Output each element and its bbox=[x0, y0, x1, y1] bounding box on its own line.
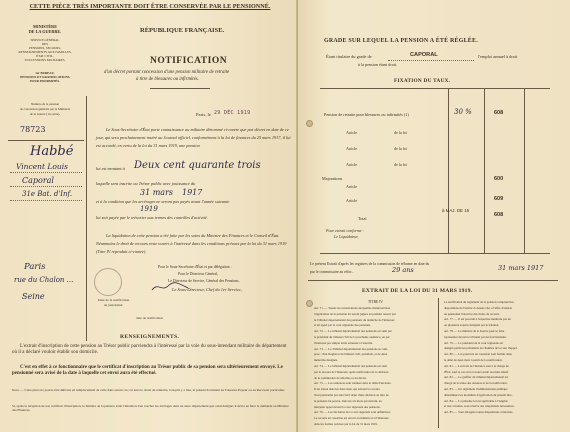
law-text-line: Art. 82. — Le greffier du tribunal départemental est bbox=[444, 375, 509, 380]
taux-pct-rule bbox=[448, 88, 449, 253]
majorations-label: Majorations bbox=[322, 176, 343, 181]
law-text-line: dispositions de l'article ci-dessus cité, à l'effet d'assurer bbox=[444, 305, 513, 310]
renseignements-paragraph-1: L'extrait d'inscription de cette pension au Trésor public parviendra à l'intéressé par la voie du sous-intendant militaire du département où il a déclaré vouloir établir son domicile. bbox=[12, 344, 287, 356]
notification-title: NOTIFICATION bbox=[150, 56, 228, 66]
law-text-line: l'intéressé par simple lettre adressée à l'autorité. bbox=[314, 340, 373, 345]
law-text-line: Le recours en cassation est ouvert au ministre et à l'intéressé bbox=[314, 416, 389, 421]
law-text-line: Art. 81. — Les frais de l'instance sont à la charge de bbox=[444, 363, 509, 368]
signature-line-4: Le Sous-Directeur, Chef du 1er Service, bbox=[172, 287, 242, 292]
law-text-line: médecins désignés. bbox=[314, 358, 338, 363]
law-text-line: Art. 85. — Sont abrogées toutes dispositions contraires. bbox=[444, 410, 514, 415]
law-text-line: dans les formes prévues par la loi du 31 mars 1919. bbox=[314, 422, 378, 426]
address-city: Paris bbox=[24, 262, 46, 272]
taux-loi-3: de la loi bbox=[394, 162, 407, 167]
taux-bottom-rule bbox=[320, 253, 550, 254]
law-text-line: Art. 73. — Le Tribunal départemental des pensions se com- bbox=[314, 346, 388, 351]
total-label: Total bbox=[358, 216, 367, 221]
law-text-line: et aux colonies, sous réserve des adaptations nécessaires. bbox=[444, 404, 515, 409]
stamp-label-1: Date de la notification bbox=[98, 298, 130, 302]
law-text-line: représenter devant le tribunal par un fonctionnaire. bbox=[444, 334, 507, 339]
bureau-label: 1er BUREAU. PENSIONS ET GRATIFICATIONS POUR INFIRMITÉS. bbox=[20, 71, 70, 83]
amount-handwritten: Deux cent quarante trois bbox=[134, 160, 261, 171]
extract-top-rule bbox=[308, 280, 558, 281]
side-label-1: Numéro de la pension bbox=[30, 102, 60, 106]
signature-line-1: Pour le Sous-Secrétaire d'État et par délégation : bbox=[158, 265, 232, 269]
stamp-label-3: date de notification bbox=[136, 316, 164, 320]
taux-row-pension-pct: 30 % bbox=[454, 108, 472, 116]
side-divider bbox=[8, 140, 84, 141]
title-divider bbox=[150, 88, 210, 89]
name-dotline-1 bbox=[10, 172, 82, 173]
extract-title: EXTRAIT DE LA LOI DU 31 MARS 1919. bbox=[362, 288, 473, 294]
signature-line-3: Le Directeur de Service, Général des Pensions, bbox=[168, 279, 240, 283]
taux-loi-2: de la loi bbox=[394, 146, 407, 151]
law-text-line: et en appel par la cour régionale des pensions. bbox=[314, 323, 371, 328]
law-text-line: Art. 80. — Les pourvois en cassation sont formés dans bbox=[444, 352, 512, 357]
law-text-line: La notification du règlement de la pension comprend les bbox=[444, 300, 514, 304]
renseignements-note-1: Nota. — Cette pièce ne pourra être délivrée en remplacement de celle dans aucun cas; on aura le choix de remettre, lorsqu'il y a lieu, le présent document au Trésorier-Payeur ou au Receveur particulier. bbox=[12, 388, 285, 392]
law-text-line: Art. 74. — Le tribunal départemental des pensions est saisi bbox=[314, 364, 388, 368]
signature-line-2: Pour le Directeur Général, bbox=[178, 272, 219, 276]
grade-dotline bbox=[388, 60, 474, 61]
signature-scribble bbox=[150, 281, 190, 293]
subtitle-line-1: d'un décret portant concession d'une pension militaire de retraite bbox=[104, 70, 230, 75]
law-text-line: Art. 84. — La présente loi est applicable à l'Algérie bbox=[444, 398, 508, 403]
ink-stamp bbox=[94, 268, 122, 296]
rank-handwritten: Caporal bbox=[22, 176, 54, 185]
law-text-line: de la commission de réforme ou du décret. bbox=[314, 375, 367, 380]
majorations-value: 600 bbox=[494, 176, 504, 182]
law-text-line: pose : d'un magistrat du tribunal civil, président, et de deux bbox=[314, 352, 388, 357]
law-text-line: le Tribunal départemental des pensions du domicile de l'intéressé bbox=[314, 317, 395, 322]
body-paragraph-5: lui soit payée par le trésorier aux termes des contrôles d'activité. bbox=[96, 215, 208, 220]
taux-article-5: Article bbox=[346, 198, 358, 203]
date-handwritten-2: 1917 bbox=[182, 188, 203, 197]
law-text-line: par le recours de l'intéressé, après notification de la décision bbox=[314, 369, 389, 374]
date-stamp: 29 DÉC 1919 bbox=[214, 110, 251, 116]
extract-conform-label: Pour extrait conforme : bbox=[326, 228, 364, 233]
liquidator-label: Le Liquidateur, bbox=[334, 234, 359, 239]
law-text-line: Il est statué dans les deux mois qui suivent le recours. bbox=[314, 387, 381, 392]
taux-row-pension-label: Pension de retraite pour blessures ou infirmités (1) bbox=[324, 112, 409, 117]
renseignements-paragraph-2: C'est en effet à ce fonctionnaire que le certificat d'inscription au Trésor public de sa pension sera ultérieurement envoyé. Le pensionné sera avisé de la date à laquelle cet envoi aura été effectué. bbox=[12, 365, 283, 377]
banner-text: CETTE PIÈCE TRÈS IMPORTANTE DOIT ÊTRE CONSERVÉE PAR LE PENSIONNÉ. bbox=[29, 3, 271, 10]
law-text-line: au pensionné l'exercice des droits de recours. bbox=[444, 311, 500, 316]
titre-iv-label: TITRE IV. bbox=[368, 300, 384, 304]
law-text-line: Art. 83. — Un règlement d'administration publique bbox=[444, 387, 508, 391]
commission-note-1: Le présent Extrait d'après les registres de la commission de réforme en date du bbox=[310, 262, 430, 266]
grade-line-3: à la pension étant droit. bbox=[358, 62, 398, 67]
law-text-line: Art. 76. — Les décisions de la cour régionale sont définitives. bbox=[314, 410, 391, 415]
law-text-line: désigné parmi les présidents de chambre de la cour d'appel. bbox=[444, 346, 518, 351]
law-text-line: interjeter appel devant la cour régionale des pensions. bbox=[314, 404, 381, 409]
total-value: 609 bbox=[494, 196, 504, 202]
taux-left-rule bbox=[484, 88, 485, 253]
taux-loi-1: de la loi bbox=[394, 130, 407, 135]
name-dotline-2 bbox=[10, 186, 82, 187]
law-text-line: Art. 79. — Le président de la cour régionale est bbox=[444, 340, 504, 345]
extract-column-rule bbox=[438, 298, 439, 428]
pension-number: 78723 bbox=[20, 125, 46, 134]
law-text-line: l'État, sauf le cas où le recours serait reconnu abusif. bbox=[444, 369, 509, 374]
unit-handwritten: 31e Bat. d'Inf. bbox=[22, 190, 73, 198]
body-paragraph-1: Le Sous-Secrétaire d'État porte connaissance au militaire dénommé ci-contre que par décret en date de ce jour, qui sera prochainement inséré au Journal officiel, conformément à la loi de finances du 25 mars 1917, il lui est accordé, en vertu de la loi du 31 mars 1919, une pension bbox=[96, 127, 291, 148]
stamp-label-2: au pensionné bbox=[104, 303, 123, 307]
body-paragraph-6: La liquidation de cette pension a été faite par les soins du Ministre des Finances et le Conseil d'État. Néanmoins le droit de recours reste ouvert à l'intéressé dans les conditions prévues par la loi du 31 mars 1919 (Titre IV reproduit ci-contre). bbox=[96, 233, 287, 254]
taux-article-4: Article bbox=[346, 184, 358, 189]
address-department: Seine bbox=[22, 292, 45, 301]
law-text-line: Art. 77. — Il est procédé à l'expertise médicale par un bbox=[444, 317, 511, 322]
law-text-line: Art. 71. — Toutes les contestations auxquelles donneront lieu bbox=[314, 306, 391, 310]
majoration-rate-label: à MAJ. DE 15 bbox=[442, 208, 470, 213]
date-place: Paris, le bbox=[196, 112, 211, 117]
law-text-line: l'application de la présente loi seront jugées en premier ressort par bbox=[314, 311, 396, 316]
taux-article-3: Article bbox=[346, 162, 358, 167]
majoration-rate-value: 608 bbox=[494, 212, 504, 218]
taux-article-2: Article bbox=[346, 146, 358, 151]
date-handwritten-1: 31 mars bbox=[140, 188, 174, 197]
law-text-line: déterminera les modalités d'application du présent titre. bbox=[444, 392, 513, 397]
commission-note-2: par le commissaire au réfor... bbox=[310, 270, 355, 274]
taux-row-pension-value: 608 bbox=[494, 110, 504, 116]
address-street: rue du Chalon ... bbox=[14, 276, 74, 284]
law-text-line: Art. 78. — Le ministre de la Guerre peut se faire bbox=[444, 329, 505, 333]
renseignements-heading: RENSEIGNEMENTS. bbox=[120, 334, 180, 340]
taux-top-rule bbox=[320, 88, 550, 89]
taux-article-1: Article bbox=[346, 130, 358, 135]
law-text-line: la présente loi pourra, dans les six mois qui suivent, en bbox=[314, 398, 382, 403]
date-handwritten-3: 1919 bbox=[140, 205, 158, 213]
subtitle-line-2: à titre de blessures ou infirmités. bbox=[136, 77, 199, 82]
body-paragraph-2: lui est montant à bbox=[96, 166, 125, 171]
service-label: SERVICE GÉNÉRAL DES PENSIONS, SECOURS, RENSEIGNEMENTS AUX FAMILLES, ÉTAT CIVIL, SUCCESSIONS MILITAIRES. bbox=[18, 38, 72, 62]
punch-hole-2 bbox=[306, 300, 313, 307]
left-column-rule bbox=[86, 96, 87, 341]
republic-heading: RÉPUBLIQUE FRANÇAISE. bbox=[140, 27, 225, 34]
law-text-line: ou plusieurs experts désignés par le tribunal. bbox=[444, 323, 500, 328]
commission-hand-2: 31 mars 1917 bbox=[498, 264, 544, 272]
side-label-2: de concession générale par le Ministère bbox=[19, 107, 71, 111]
grade-line-2: l'emploi annuel à droit bbox=[478, 54, 518, 59]
grade-heading: GRADE SUR LEQUEL LA PENSION A ÉTÉ RÉGLÉE. bbox=[324, 38, 478, 44]
law-text-line: Art. 72. — Le tribunal départemental des pensions est saisi par bbox=[314, 329, 392, 334]
side-label-3: de la Guerre (1re série). bbox=[29, 112, 61, 116]
law-text-line: Tout pensionné qui aura fait l'objet d'une décision au titre de bbox=[314, 393, 389, 397]
grade-line-1: Étant titulaire du grade de bbox=[326, 54, 372, 59]
body-paragraph-4: et à la condition que les arrérages ne seront pas payés avant l'année suivante bbox=[96, 199, 230, 204]
body-paragraph-3: laquelle sera inscrite au Trésor public avec jouissance du bbox=[96, 181, 196, 186]
fixation-heading: FIXATION DU TAUX. bbox=[394, 78, 451, 84]
name-dotline-3 bbox=[10, 200, 82, 201]
firstname-handwritten: Vincent Louis bbox=[16, 162, 68, 171]
renseignements-note-2: Si, après la réception de son certificat d'inscription, le titulaire de la pension avait l'intention d'en toucher les arrérages dans un autre département que celui désigné, il devra en faire la demande au Ministre des Finances. bbox=[12, 404, 289, 413]
pension-details-page bbox=[298, 0, 570, 432]
ministry-label: MINISTÈRE DE LA GUERRE. bbox=[28, 24, 62, 34]
commission-hand-1: 29 ans bbox=[392, 266, 414, 274]
law-text-line: le président du tribunal civil de la prochaine audience, ou par bbox=[314, 335, 390, 339]
punch-hole-1 bbox=[306, 120, 313, 127]
taux-right-rule bbox=[524, 88, 525, 253]
law-text-line: Art. 75. — Les sentences sont rendues dans le délai d'un mois. bbox=[314, 381, 392, 386]
law-text-line: le délai de deux mois à partir de la notification. bbox=[444, 358, 503, 362]
name-handwritten: Habbé bbox=[30, 144, 74, 159]
law-text-line: chargé de la tenue des dossiers et de la notification. bbox=[444, 381, 508, 386]
grade-value: CAPORAL bbox=[410, 52, 438, 58]
